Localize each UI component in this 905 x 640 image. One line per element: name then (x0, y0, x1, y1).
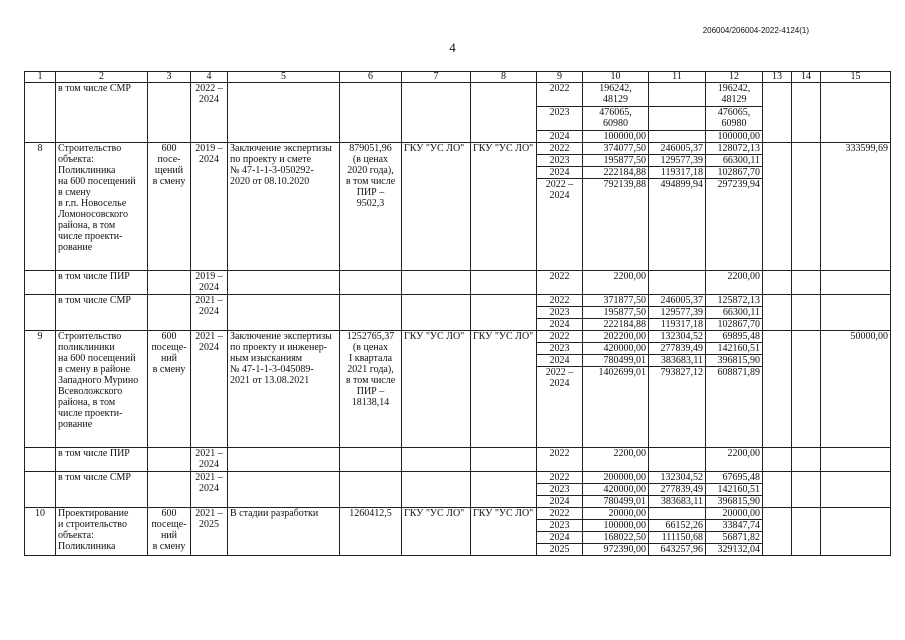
col-header: 3 (148, 72, 191, 83)
cell-year: 2022 (537, 83, 583, 107)
cell-year: 2022 (537, 271, 583, 295)
cell-total: 222184,88 (583, 319, 649, 331)
cell-c12: 396815,90 (706, 355, 763, 367)
cell-c11: 119317,18 (649, 167, 706, 179)
cell-capacity: 600 посеще- ний в смену (148, 508, 191, 556)
cell-c12: 329132,04 (706, 544, 763, 556)
col-header: 6 (340, 72, 402, 83)
cell-total: 1402699,01 (583, 367, 649, 448)
cell-c15: 50000,00 (821, 331, 891, 448)
cell-period: 2021 – 2025 (191, 508, 228, 556)
cell-c11: 383683,11 (649, 496, 706, 508)
table-row (25, 271, 891, 295)
cell-c12: 20000,00 (706, 508, 763, 520)
cell-doc: В стадии разработки (228, 508, 340, 556)
cell-year: 2022 (537, 143, 583, 155)
cell-total: 100000,00 (583, 131, 649, 143)
cell-c12: 476065, 60980 (706, 107, 763, 131)
cell-capacity: 600 посе- щений в смену (148, 143, 191, 271)
cell-name: в том числе СМР (56, 472, 148, 508)
cell-name: в том числе ПИР (56, 271, 148, 295)
cell-total: 972390,00 (583, 544, 649, 556)
cell-c14 (792, 143, 821, 271)
cell-year: 2022 – 2024 (537, 367, 583, 448)
cell-total: 374077,50 (583, 143, 649, 155)
cell-c12: 66300,11 (706, 307, 763, 319)
cell-c15 (821, 271, 891, 295)
page-number: 4 (449, 40, 456, 55)
cell-total: 780499,01 (583, 496, 649, 508)
cell-name: Строительство поликлиники на 600 посещений в смену в районе Западного Мурино Всеволожского района, в том числе проекти- рование (56, 331, 148, 448)
cell-c8 (471, 83, 537, 143)
cell-capacity (148, 83, 191, 143)
cell-year: 2023 (537, 484, 583, 496)
cell-c15 (821, 295, 891, 331)
cell-c11: 383683,11 (649, 355, 706, 367)
cell-year: 2024 (537, 532, 583, 544)
cell-c11: 66152,26 (649, 520, 706, 532)
cell-period: 2021 – 2024 (191, 448, 228, 472)
table-row (25, 143, 891, 155)
cell-c13 (763, 472, 792, 508)
cell-doc (228, 271, 340, 295)
cell-num: 9 (25, 331, 56, 448)
cell-doc (228, 448, 340, 472)
col-header: 1 (25, 72, 56, 83)
cell-c12: 142160,51 (706, 343, 763, 355)
cell-c11: 793827,12 (649, 367, 706, 448)
cell-year: 2022 (537, 295, 583, 307)
cell-year: 2023 (537, 343, 583, 355)
table-row (25, 448, 891, 472)
cell-year: 2023 (537, 307, 583, 319)
cell-year: 2025 (537, 544, 583, 556)
cell-c15 (821, 83, 891, 143)
cell-name: Проектирование и строительство объекта: Поликлиника (56, 508, 148, 556)
cell-c14 (792, 448, 821, 472)
cell-total: 420000,00 (583, 343, 649, 355)
cell-c13 (763, 508, 792, 556)
cell-total: 371877,50 (583, 295, 649, 307)
cell-c7 (402, 448, 471, 472)
cell-c11: 494899,94 (649, 179, 706, 271)
cell-c12: 608871,89 (706, 367, 763, 448)
cell-total: 202200,00 (583, 331, 649, 343)
cell-c8 (471, 271, 537, 295)
cell-cost: 879051,96 (в ценах 2020 года), в том числе ПИР – 9502,3 (340, 143, 402, 271)
cell-cost: 1260412,5 (340, 508, 402, 556)
cell-num (25, 448, 56, 472)
cell-c13 (763, 83, 792, 143)
cell-total: 168022,50 (583, 532, 649, 544)
cell-c12: 67695,48 (706, 472, 763, 484)
cell-cost (340, 295, 402, 331)
cell-total: 200000,00 (583, 472, 649, 484)
cell-year: 2023 (537, 155, 583, 167)
cell-num: 10 (25, 508, 56, 556)
cell-capacity: 600 посеще- ний в смену (148, 331, 191, 448)
cell-c14 (792, 271, 821, 295)
cell-total: 2200,00 (583, 271, 649, 295)
cell-doc (228, 472, 340, 508)
cell-doc (228, 295, 340, 331)
cell-c12: 56871,82 (706, 532, 763, 544)
cell-cost (340, 472, 402, 508)
cell-total: 20000,00 (583, 508, 649, 520)
cell-c14 (792, 331, 821, 448)
cell-c11 (649, 508, 706, 520)
cell-year: 2024 (537, 319, 583, 331)
cell-period: 2021 – 2024 (191, 331, 228, 448)
cell-total: 222184,88 (583, 167, 649, 179)
cell-c12: 196242, 48129 (706, 83, 763, 107)
cell-c14 (792, 83, 821, 143)
document-id: 206004/206004-2022-4124(1) (702, 26, 809, 35)
col-header: 4 (191, 72, 228, 83)
cell-c7 (402, 271, 471, 295)
cell-c8: ГКУ "УС ЛО" (471, 331, 537, 448)
cell-c12: 102867,70 (706, 319, 763, 331)
cell-capacity (148, 472, 191, 508)
col-header: 2 (56, 72, 148, 83)
cell-c15 (821, 472, 891, 508)
cell-c12: 125872,13 (706, 295, 763, 307)
cell-c7 (402, 83, 471, 143)
cell-c11: 246005,37 (649, 295, 706, 307)
cell-c12: 100000,00 (706, 131, 763, 143)
cell-c13 (763, 143, 792, 271)
investment-table (24, 71, 891, 556)
cell-c11: 132304,52 (649, 472, 706, 484)
cell-name: в том числе СМР (56, 83, 148, 143)
cell-c8 (471, 472, 537, 508)
cell-c11: 111150,68 (649, 532, 706, 544)
cell-name: в том числе СМР (56, 295, 148, 331)
cell-total: 195877,50 (583, 155, 649, 167)
cell-total: 420000,00 (583, 484, 649, 496)
cell-c11 (649, 448, 706, 472)
cell-total: 476065, 60980 (583, 107, 649, 131)
cell-c11 (649, 271, 706, 295)
cell-c11: 129577,39 (649, 307, 706, 319)
cell-c8: ГКУ "УС ЛО" (471, 508, 537, 556)
table-row (25, 331, 891, 343)
cell-c12: 142160,51 (706, 484, 763, 496)
cell-c11: 119317,18 (649, 319, 706, 331)
cell-c11: 643257,96 (649, 544, 706, 556)
cell-c13 (763, 448, 792, 472)
cell-name: Строительство объекта: Поликлиника на 600 посещений в смену в г.п. Новоселье Ломоносовского района, в том числе проекти- рование (56, 143, 148, 271)
cell-year: 2022 (537, 508, 583, 520)
cell-name: в том числе ПИР (56, 448, 148, 472)
cell-doc (228, 83, 340, 143)
cell-cost (340, 448, 402, 472)
cell-c12: 128072,13 (706, 143, 763, 155)
cell-c13 (763, 331, 792, 448)
cell-num (25, 83, 56, 143)
cell-c11: 129577,39 (649, 155, 706, 167)
cell-period: 2022 – 2024 (191, 83, 228, 143)
col-header: 10 (583, 72, 649, 83)
table-row (25, 508, 891, 520)
cell-c8 (471, 448, 537, 472)
cell-cost (340, 271, 402, 295)
cell-c12: 102867,70 (706, 167, 763, 179)
cell-c11 (649, 107, 706, 131)
cell-period: 2019 – 2024 (191, 143, 228, 271)
cell-c12: 2200,00 (706, 448, 763, 472)
cell-c15 (821, 508, 891, 556)
cell-total: 195877,50 (583, 307, 649, 319)
cell-cost: 1252765,37 (в ценах I квартала 2021 года), в том числе ПИР – 18138,14 (340, 331, 402, 448)
cell-c13 (763, 271, 792, 295)
cell-num: 8 (25, 143, 56, 271)
cell-year: 2022 (537, 331, 583, 343)
cell-num (25, 472, 56, 508)
cell-c11: 246005,37 (649, 143, 706, 155)
cell-doc: Заключение экспертизы по проекту и инженер- ным изысканиям № 47-1-1-3-045089- 2021 от 13.08.2021 (228, 331, 340, 448)
cell-c12: 69895,48 (706, 331, 763, 343)
cell-c11: 277839,49 (649, 343, 706, 355)
table-row (25, 83, 891, 107)
cell-c12: 66300,11 (706, 155, 763, 167)
cell-period: 2019 – 2024 (191, 271, 228, 295)
cell-c11 (649, 131, 706, 143)
cell-year: 2022 – 2024 (537, 179, 583, 271)
cell-total: 100000,00 (583, 520, 649, 532)
cell-capacity (148, 448, 191, 472)
cell-total: 780499,01 (583, 355, 649, 367)
cell-c15 (821, 448, 891, 472)
cell-year: 2024 (537, 355, 583, 367)
col-header: 8 (471, 72, 537, 83)
cell-c8 (471, 295, 537, 331)
col-header: 7 (402, 72, 471, 83)
cell-c14 (792, 508, 821, 556)
cell-c14 (792, 295, 821, 331)
cell-year: 2024 (537, 496, 583, 508)
cell-year: 2023 (537, 107, 583, 131)
cell-c7: ГКУ "УС ЛО" (402, 331, 471, 448)
column-number-row (25, 72, 891, 83)
col-header: 12 (706, 72, 763, 83)
cell-c12: 33847,74 (706, 520, 763, 532)
cell-period: 2021 – 2024 (191, 295, 228, 331)
cell-c11: 132304,52 (649, 331, 706, 343)
cell-year: 2023 (537, 520, 583, 532)
cell-c7 (402, 295, 471, 331)
cell-c12: 2200,00 (706, 271, 763, 295)
cell-c12: 297239,94 (706, 179, 763, 271)
cell-year: 2022 (537, 472, 583, 484)
cell-c15: 333599,69 (821, 143, 891, 271)
cell-year: 2024 (537, 131, 583, 143)
cell-capacity (148, 271, 191, 295)
cell-c14 (792, 472, 821, 508)
cell-period: 2021 – 2024 (191, 472, 228, 508)
cell-c7 (402, 472, 471, 508)
cell-c13 (763, 295, 792, 331)
cell-num (25, 271, 56, 295)
cell-c7: ГКУ "УС ЛО" (402, 508, 471, 556)
col-header: 5 (228, 72, 340, 83)
col-header: 14 (792, 72, 821, 83)
table-row (25, 472, 891, 484)
cell-total: 792139,88 (583, 179, 649, 271)
cell-total: 2200,00 (583, 448, 649, 472)
cell-doc: Заключение экспертизы по проекту и смете № 47-1-1-3-050292- 2020 от 08.10.2020 (228, 143, 340, 271)
col-header: 15 (821, 72, 891, 83)
cell-capacity (148, 295, 191, 331)
col-header: 11 (649, 72, 706, 83)
table-row (25, 295, 891, 307)
cell-year: 2024 (537, 167, 583, 179)
cell-total: 196242, 48129 (583, 83, 649, 107)
cell-num (25, 295, 56, 331)
cell-c7: ГКУ "УС ЛО" (402, 143, 471, 271)
cell-c11 (649, 83, 706, 107)
cell-c11: 277839,49 (649, 484, 706, 496)
col-header: 13 (763, 72, 792, 83)
cell-year: 2022 (537, 448, 583, 472)
cell-cost (340, 83, 402, 143)
col-header: 9 (537, 72, 583, 83)
cell-c12: 396815,90 (706, 496, 763, 508)
cell-c8: ГКУ "УС ЛО" (471, 143, 537, 271)
